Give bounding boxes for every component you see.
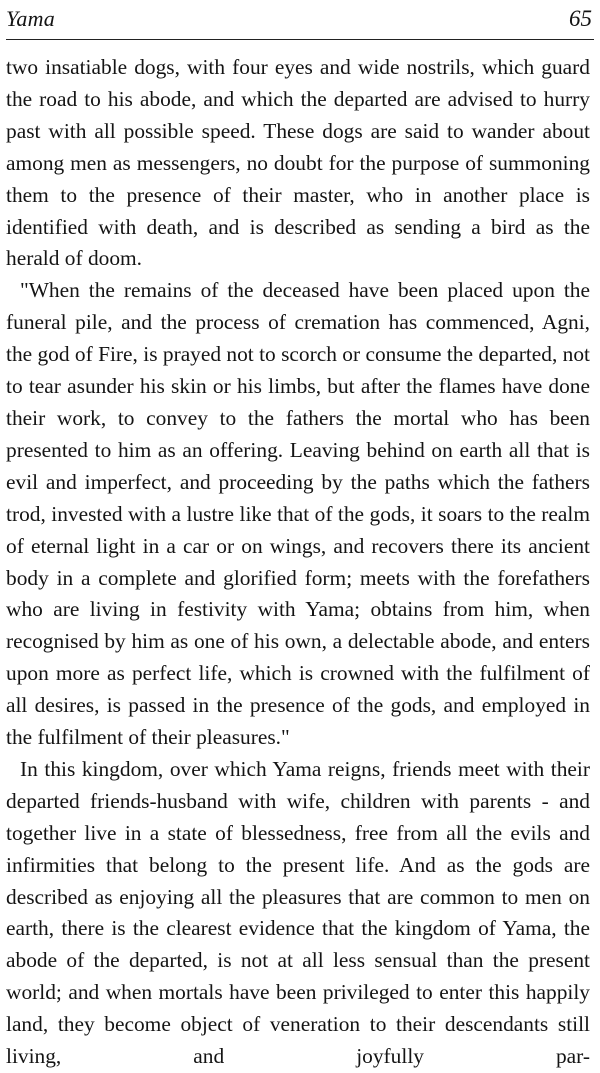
paragraph-quotation: "When the remains of the deceased have been placed upon the funeral pile, and the process of cremation has commenced, Agni, the god of Fire, is prayed not to scorch or consume the departed, not to tear asunder his skin or his limbs, but after the flames have done their work, to convey to the fathers the mortal who has been presented to him as an offering. Leaving behind on earth all that is evil and imperfect, and proceeding by the paths which the fathers trod, invested with a lustre like that of the gods, it soars to the realm of eternal light in a car or on wings, and recovers there its ancient body in a complete and glorified form; meets with the forefathers who are living in festivity with Yama; obtains from him, when recognised by him as one of his own, a delectable abode, and enters upon more as perfect life, which is crowned with the fulfilment of all desires, is passed in the presence of the gods, and employed in the fulfilment of their pleasures." [6, 278, 590, 750]
header-rule [6, 39, 594, 40]
paragraph-continued: two insatiable dogs, with four eyes and wide nostrils, which guard the road to his abode, and which the departed are advised to hurry past with all possible speed. These dogs are said to wander about among men as messengers, no doubt for the purpose of summoning them to the presence of their master, who in another place is identified with death, and is described as sending a bird as the herald of doom. [6, 55, 590, 271]
page-header [6, 6, 592, 36]
page-number: 65 [569, 6, 592, 31]
paragraph-kingdom: In this kingdom, over which Yama reigns, friends meet with their departed friends-husband with wife, children with parents - and together live in a state of blessedness, free from all the evils and infirmities that belong to the present life. And as the gods are described as enjoying all the pleasures that are common to men on earth, there is the clearest evidence that the kingdom of Yama, the abode of the departed, is not at all less sensual than the present world; and when mortals have been privileged to enter this happily land, they become object of veneration to their descendants still living, and joyfully par- [6, 756, 590, 1069]
running-head: Yama [6, 6, 55, 31]
body-text [6, 52, 590, 1073]
